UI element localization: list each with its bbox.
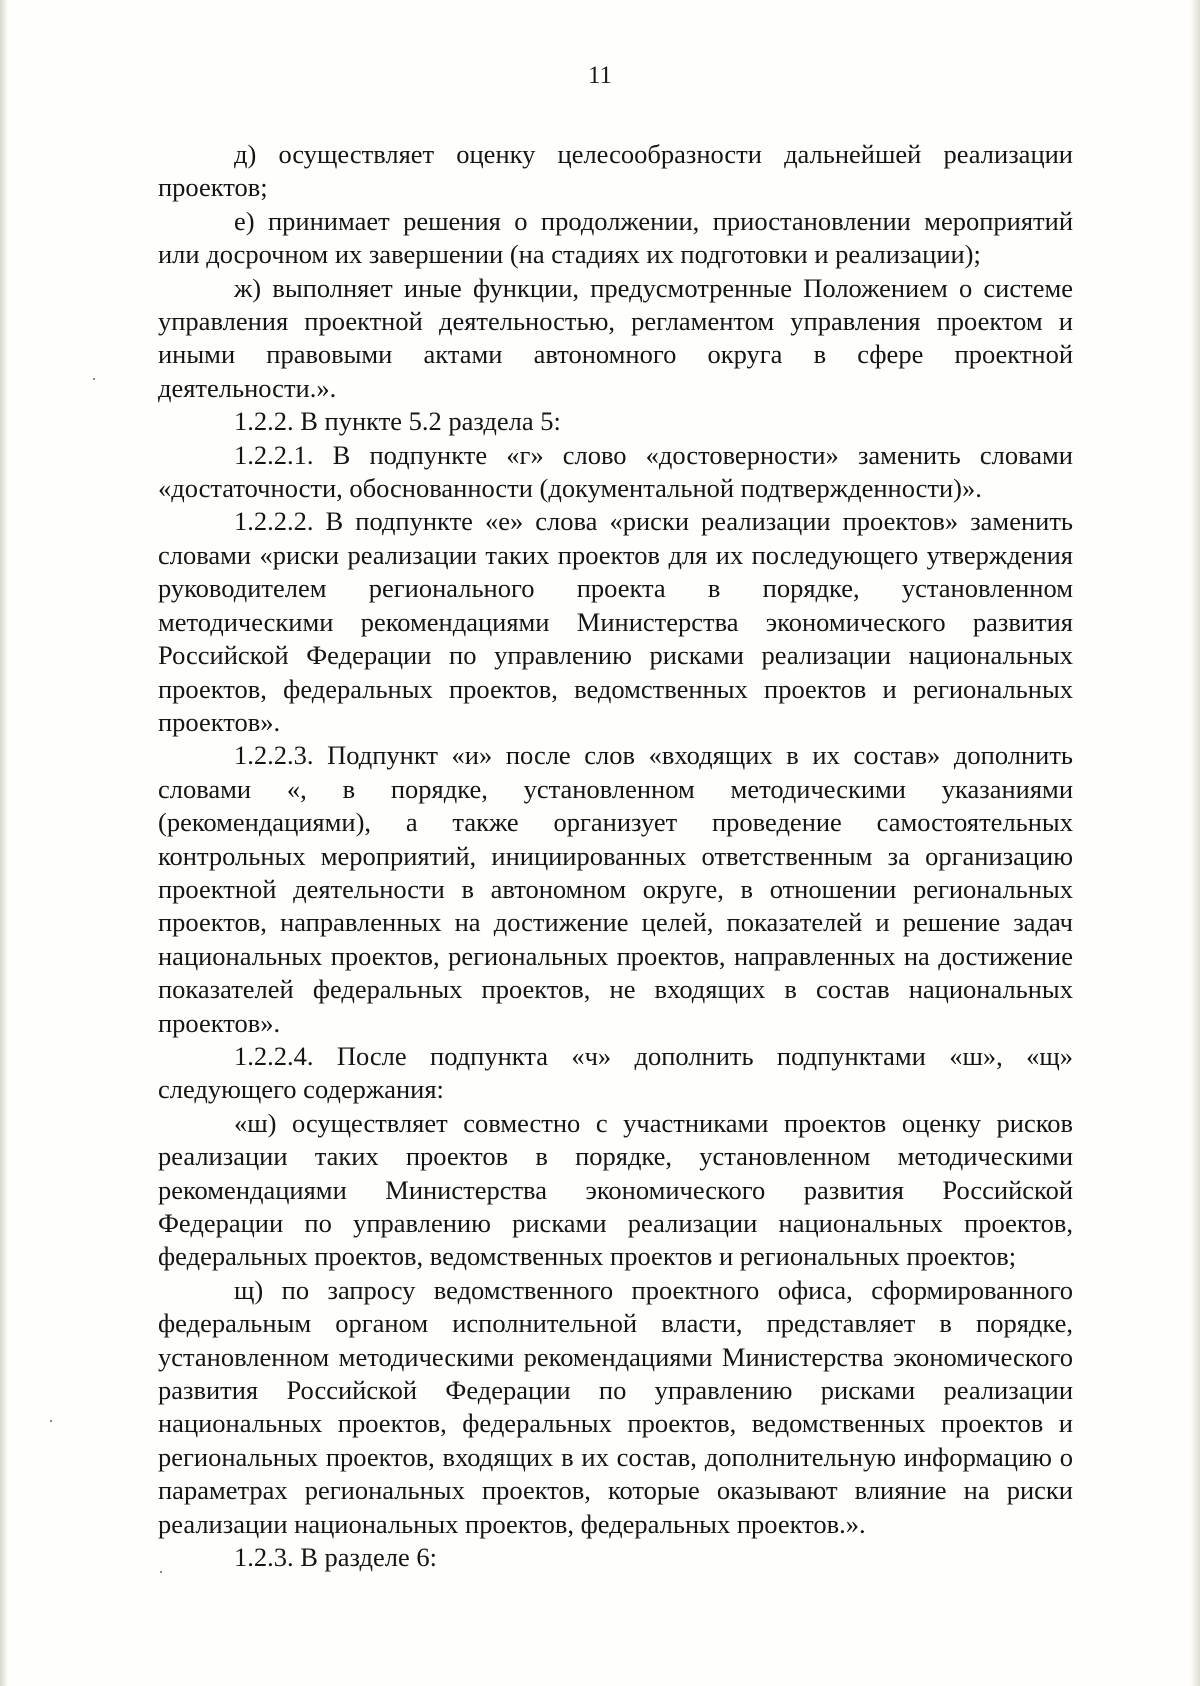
- scan-edge-left: [0, 0, 8, 1686]
- paragraph-1-2-2-4: 1.2.2.4. После подпункта «ч» дополнить подпунктами «ш», «щ» следующего содержания:: [158, 1040, 1073, 1105]
- paragraph-e: е) принимает решения о продолжении, приостановлении мероприятий или досрочном их завершении (на стадиях их подготовки и реализации);: [158, 205, 1073, 270]
- paragraph-shch: щ) по запросу ведомственного проектного офиса, сформированного федеральным органом исполнительной власти, представляет в порядке, установленном методическими рекомендациями Министерства экономического развития Российской Федерации по управлению рисками реализации национальных проектов, федеральных проектов, ведомственных проектов и региональных проектов, входящих в их состав, дополнительную информацию о параметрах региональных проектов, которые оказывают влияние на риски реализации национальных проектов, федеральных проектов.».: [158, 1274, 1073, 1539]
- paragraph-1-2-3: 1.2.3. В разделе 6:: [234, 1542, 438, 1573]
- document-body: [158, 138, 1073, 1574]
- page-number: 11: [587, 62, 613, 89]
- scan-speck: [160, 1571, 162, 1573]
- paragraph-1-2-2-2: 1.2.2.2. В подпункте «е» слова «риски реализации проектов» заменить словами «риски реализации таких проектов для их последующего утверждения руководителем регионального проекта в порядке, установленном методическими рекомендациями Министерства экономического развития Российской Федерации по управлению рисками реализации национальных проектов, федеральных проектов, ведомственных проектов и региональных проектов».: [158, 506, 1073, 737]
- paragraph-zh: ж) выполняет иные функции, предусмотренные Положением о системе управления проектной деятельностью, регламентом управления проектом и иными правовыми актами автономного округа в сфере проектной деятельности.».: [158, 272, 1073, 403]
- paragraph-1-2-2-1: 1.2.2.1. В подпункте «г» слово «достоверности» заменить словами «достаточности, обоснованности (документальной подтвержденности)».: [158, 439, 1073, 504]
- paragraph-sh: «ш) осуществляет совместно с участниками проектов оценку рисков реализации таких проектов в порядке, установленном методическими рекомендациями Министерства экономического развития Российской Федерации по управлению рисками реализации национальных проектов, федеральных проектов, ведомственных проектов и региональных проектов;: [158, 1107, 1073, 1272]
- scan-speck: [93, 378, 95, 380]
- paragraph-d: д) осуществляет оценку целесообразности дальнейшей реализации проектов;: [158, 139, 1073, 203]
- paragraph-1-2-2-3: 1.2.2.3. Подпункт «и» после слов «входящих в их состав» дополнить словами «, в порядке, установленном методическими указаниями (рекомендациями), а также организует проведение самостоятельных контрольных мероприятий, инициированных ответственным за организацию проектной деятельности в автономном округе, в отношении региональных проектов, направленных на достижение целей, показателей и решение задач национальных проектов, региональных проектов, направленных на достижение показателей федеральных проектов, не входящих в состав национальных проектов».: [158, 740, 1073, 1038]
- paragraph-1-2-2: 1.2.2. В пункте 5.2 раздела 5:: [234, 406, 561, 437]
- scan-speck: [50, 1420, 52, 1422]
- scan-edge-right: [1190, 0, 1200, 1686]
